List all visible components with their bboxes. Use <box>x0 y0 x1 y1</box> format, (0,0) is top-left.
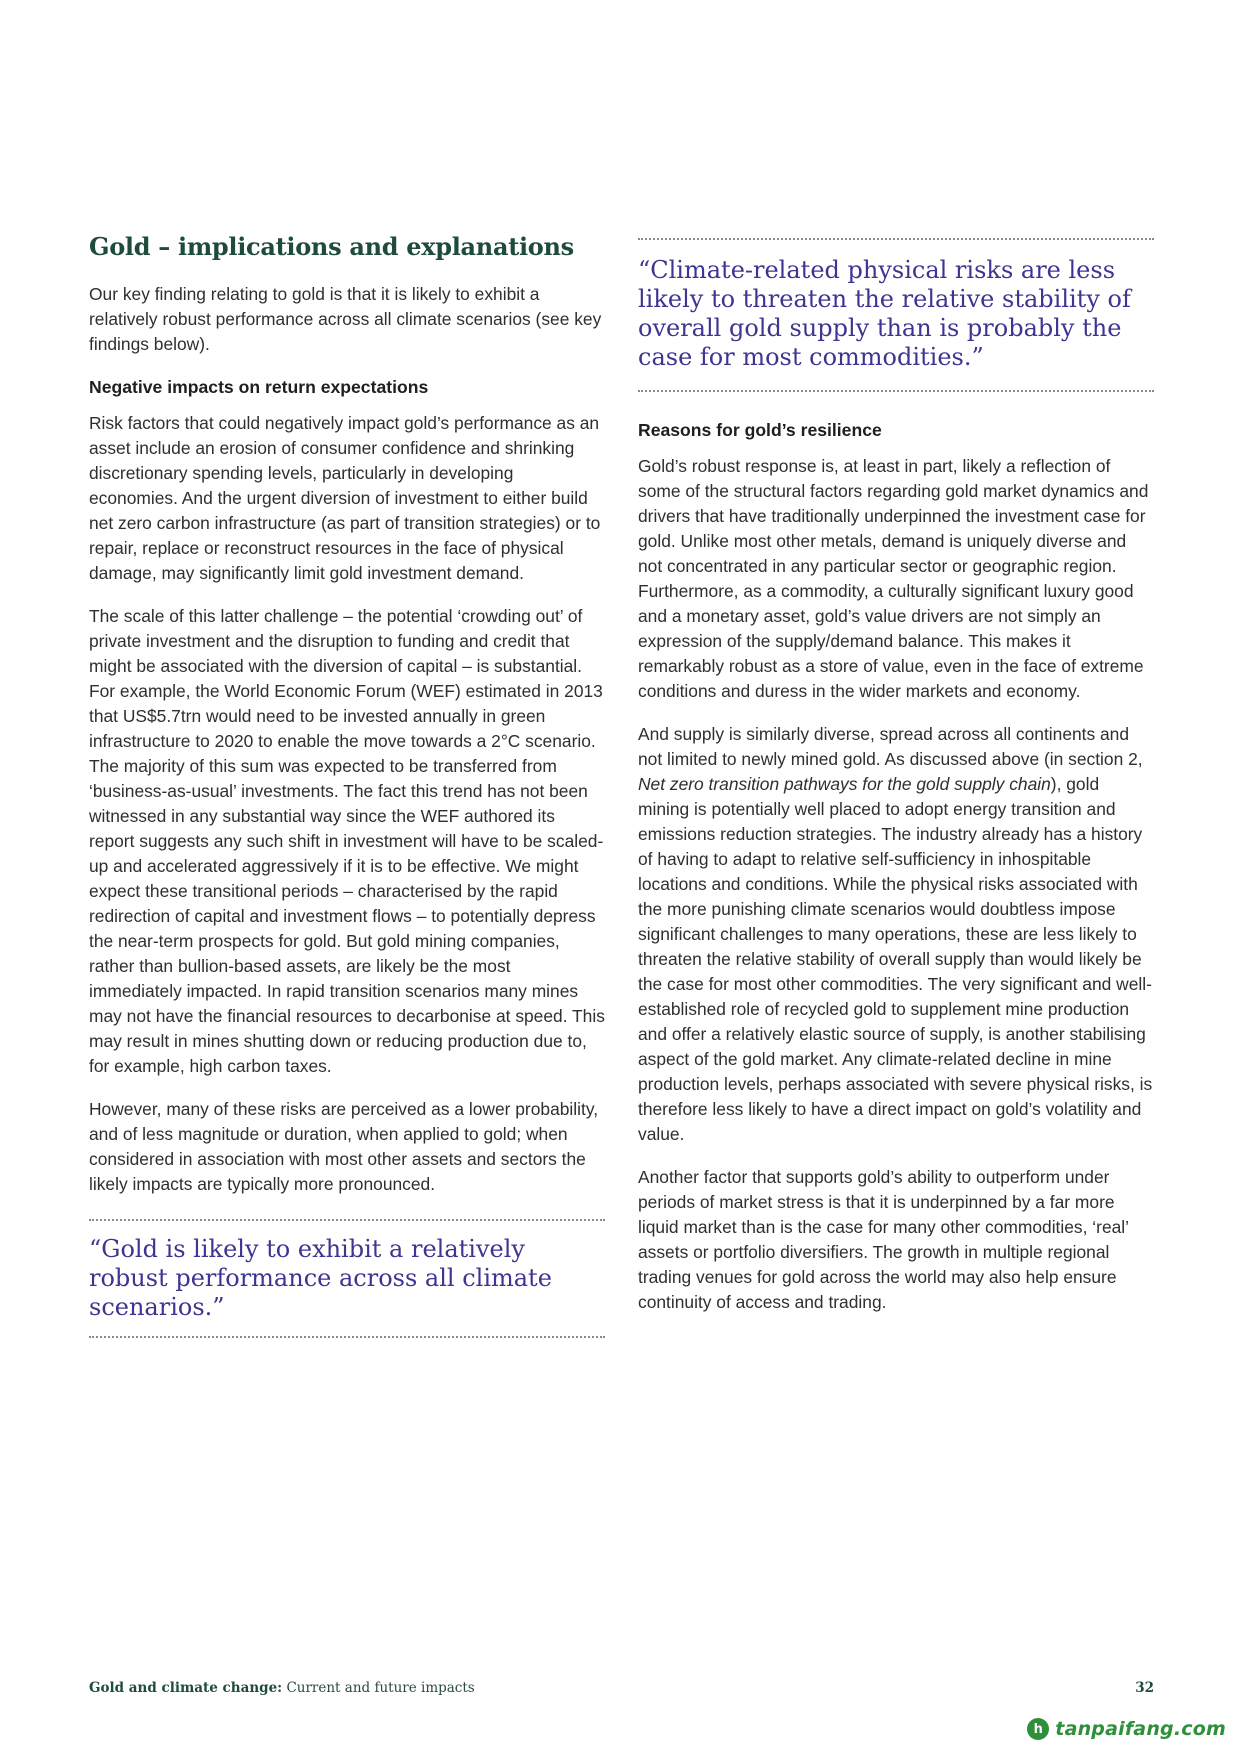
pull-quote-right <box>638 238 1154 392</box>
right-column <box>638 238 1154 1333</box>
watermark-logo-icon: h <box>1027 1718 1049 1740</box>
footer-report-title: Gold and climate change: <box>89 1680 283 1696</box>
pull-quote-left <box>89 1219 605 1338</box>
para-text-start: And supply is similarly diverse, spread across all continents and not limited to newly mined gold. As discussed above (in section 2, <box>638 724 1143 769</box>
watermark <box>1027 1718 1226 1740</box>
section-reference-italic: Net zero transition pathways for the gold supply chain <box>638 774 1051 794</box>
intro-paragraph: Our key finding relating to gold is that it is likely to exhibit a relatively robust performance across all climate scenarios (see key findings below). <box>89 284 602 354</box>
page-number: 32 <box>1135 1680 1154 1696</box>
section-title: Gold – implications and explanations <box>89 232 574 261</box>
paragraph-robust-response: Gold’s robust response is, at least in part, likely a reflection of some of the structural factors regarding gold market dynamics and drivers that have traditionally underpinned the investment case for gold. Unlike most other metals, demand is uniquely diverse and not concentrated in any particular sector or geographic region. Furthermore, as a commodity, a culturally significant luxury good and a monetary asset, gold’s value drivers are not simply an expression of the supply/demand balance. This makes it remarkably robust as a store of value, even in the face of extreme conditions and duress in the wider markets and economy. <box>638 456 1149 701</box>
dotted-divider-bottom <box>89 1336 605 1338</box>
pull-quote-text: “Climate-related physical risks are less likely to threaten the relative stability of overall gold supply than is probably the case for most commodities.” <box>638 256 1131 371</box>
paragraph-supply-diverse <box>638 722 1154 1147</box>
para-text-end: ), gold mining is potentially well placed to adopt energy transition and emissions reduction strategies. The industry already has a history of having to adapt to relative self-sufficiency in inhospitable locations and conditions. While the physical risks associated with the more punishing climate scenarios would doubtless impose significant challenges to many operations, these are less likely to threaten the relative stability of overall supply than would likely be the case for most other commodities. The very significant and well-established role of recycled gold to supplement mine production and offer a relatively elastic source of supply, is another stabilising aspect of the gold market. Any climate-related decline in mine production levels, perhaps associated with severe physical risks, is therefore less likely to have a direct impact on gold’s volatility and value. <box>638 774 1153 1144</box>
paragraph-lower-probability: However, many of these risks are perceived as a lower probability, and of less magnitude or duration, when applied to gold; when considered in association with most other assets and sectors the likely impacts are typically more pronounced. <box>89 1099 599 1194</box>
footer-report-subtitle: Current and future impacts <box>282 1680 475 1696</box>
pull-quote-text: “Gold is likely to exhibit a relatively robust performance across all climate scenarios.” <box>89 1235 552 1321</box>
watermark-text: tanpaifang.com <box>1055 1718 1226 1740</box>
page-footer <box>89 1680 1154 1696</box>
left-column <box>89 232 605 1338</box>
subheading-negative-impacts: Negative impacts on return expectations <box>89 377 429 397</box>
subheading-resilience: Reasons for gold’s resilience <box>638 420 882 440</box>
paragraph-liquid-market: Another factor that supports gold’s ability to outperform under periods of market stress is that it is underpinned by a far more liquid market than is the case for many other commodities, ‘real’ assets or portfolio diversifiers. The growth in multiple regional trading venues for gold across the world may also help ensure continuity of access and trading. <box>638 1167 1129 1312</box>
paragraph-scale-of-challenge: The scale of this latter challenge – the potential ‘crowding out’ of private investment and the disruption to funding and credit that might be associated with the diversion of capital – is substantial. For example, the World Economic Forum (WEF) estimated in 2013 that US$5.7trn would need to be invested annually in green infrastructure to 2020 to enable the move towards a 2°C scenario. The majority of this sum was expected to be transferred from ‘business-as-usual’ investments. The fact this trend has not been witnessed in any substantial way since the WEF authored its report suggests any such shift in investment will have to be scaled-up and accelerated aggressively if it is to be effective. We might expect these transitional periods – characterised by the rapid redirection of capital and investment flows – to potentially depress the near-term prospects for gold. But gold mining companies, rather than bullion-based assets, are likely be the most immediately impacted. In rapid transition scenarios many mines may not have the financial resources to decarbonise at speed. This may result in mines shutting down or reducing production due to, for example, high carbon taxes. <box>89 606 605 1076</box>
dotted-divider-bottom <box>638 390 1154 392</box>
paragraph-risk-factors: Risk factors that could negatively impact gold’s performance as an asset include an erosion of consumer confidence and shrinking discretionary spending levels, particularly in developing economies. And the urgent diversion of investment to either build net zero carbon infrastructure (as part of transition strategies) or to repair, replace or reconstruct resources in the face of physical damage, may significantly limit gold investment demand. <box>89 413 601 583</box>
